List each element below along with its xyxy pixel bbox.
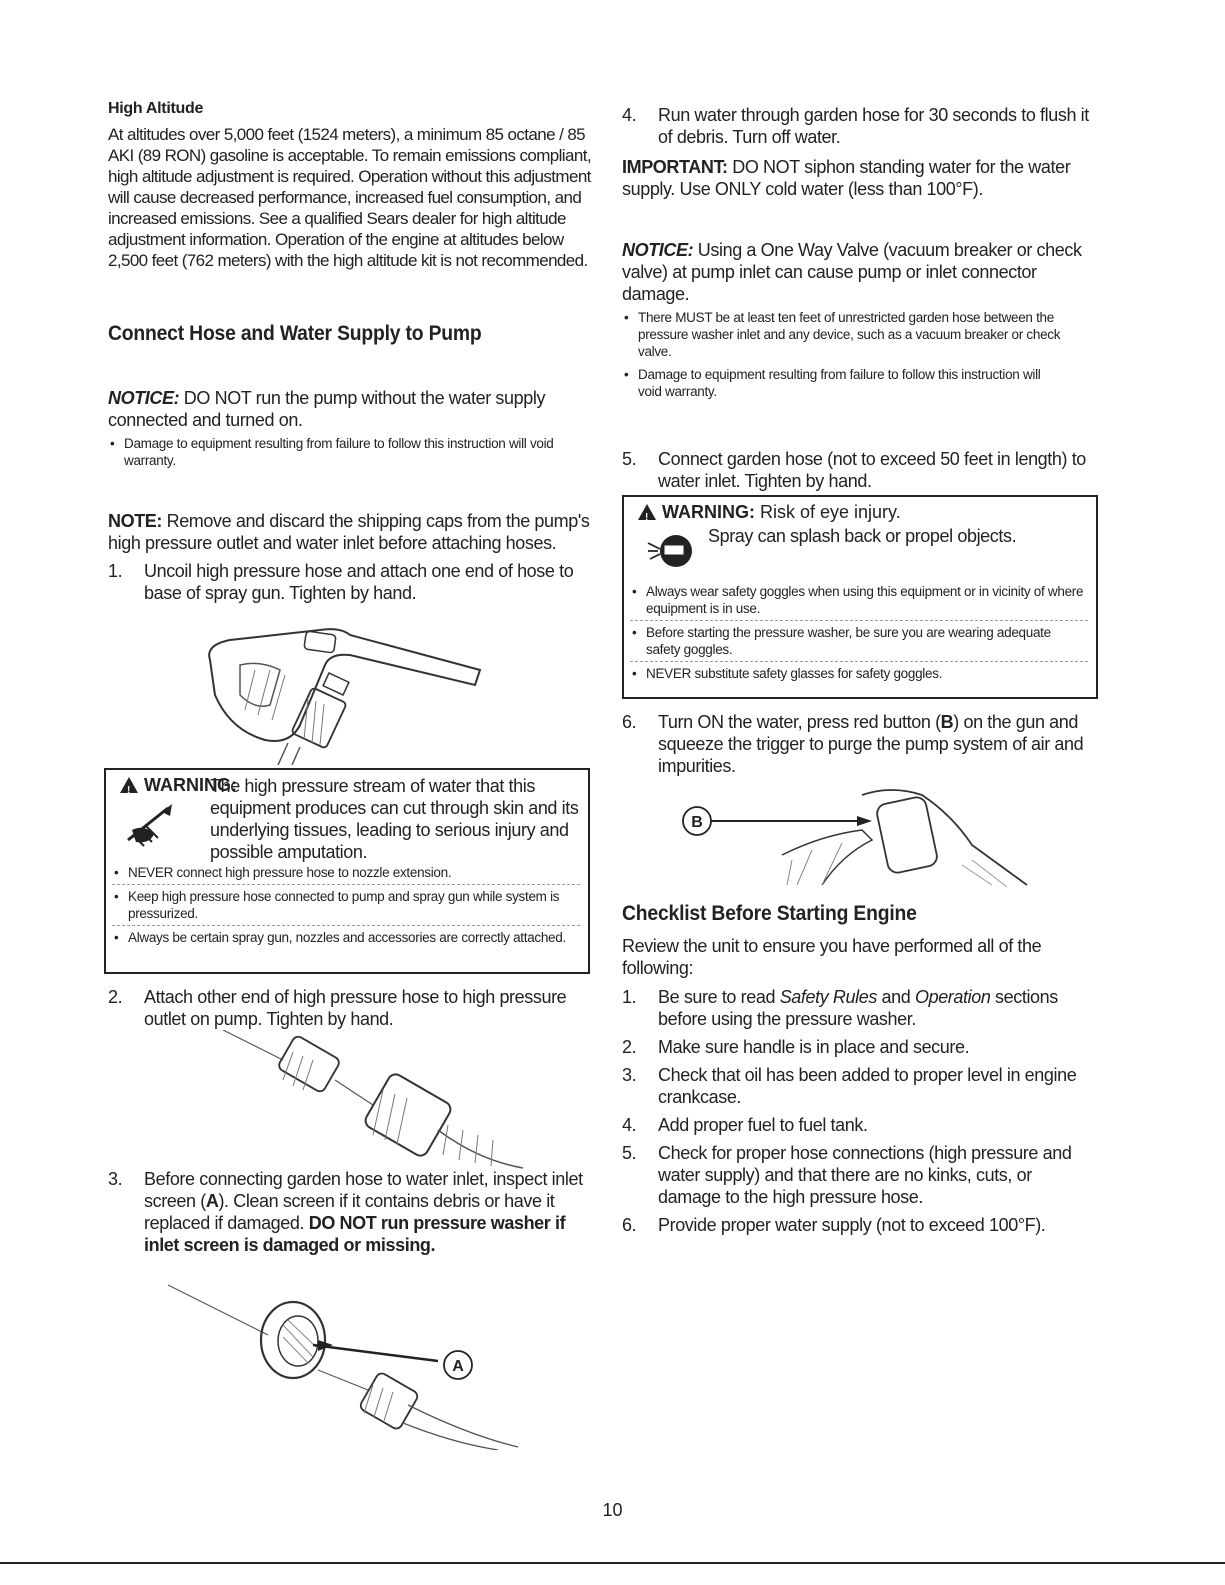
warning-bullet-2: • Keep high pressure hose connected to pump and spray gun while system is pressurized. xyxy=(112,888,580,922)
valve-notice-bullet-2: • Damage to equipment resulting from failure to follow this instruction will void warranty. xyxy=(622,366,1062,400)
important-note xyxy=(622,156,1092,200)
important-text: DO NOT siphon standing water for the water supply. Use ONLY cold water (less than 100°F). xyxy=(622,157,1071,199)
step-3-text-part: ). Clean screen if it contains debris or have it replaced if damaged. xyxy=(144,1191,555,1233)
warning-label: WARNING: xyxy=(144,775,237,795)
checklist-item-text xyxy=(658,986,1098,1030)
step-3-letter: A xyxy=(205,1191,219,1211)
checklist-item-number: 1. xyxy=(622,987,637,1007)
checklist-item-number: 5. xyxy=(622,1143,637,1163)
important-label: IMPORTANT: xyxy=(622,157,728,177)
step-2-text: Attach other end of high pressure hose to high pressure outlet on pump. Tighten by hand. xyxy=(144,987,567,1029)
warning-bullets xyxy=(112,864,580,946)
checklist-intro: Review the unit to ensure you have performed all of the following: xyxy=(622,936,1042,978)
step-5-text: Connect garden hose (not to exceed 50 feet in length) to water inlet. Tighten by hand. xyxy=(658,449,1086,491)
divider xyxy=(112,884,580,885)
connect-hose-heading: Connect Hose and Water Supply to Pump xyxy=(108,322,482,345)
valve-notice-bullets xyxy=(622,309,1062,400)
divider xyxy=(112,925,580,926)
checklist-item-text: Add proper fuel to fuel tank. xyxy=(658,1115,868,1135)
eye-injury-warning-box xyxy=(622,495,1098,699)
warning-triangle-icon xyxy=(120,777,138,793)
spray-gun-illustration xyxy=(200,615,500,765)
notice-label: NOTICE: xyxy=(108,388,180,408)
checklist-item-text: Check for proper hose connections (high pressure and water supply) and that there are no kinks, cuts, or damage to the high pressure hose. xyxy=(658,1143,1072,1207)
eye-warning-bullet-3: • NEVER substitute safety glasses for safety goggles. xyxy=(630,665,1088,682)
warning-text: The high pressure stream of water that this equipment produces can cut through skin and its underlying tissues, leading to serious injury and possible amputation. xyxy=(210,776,579,862)
divider xyxy=(630,620,1088,621)
warning-bullet-3: • Always be certain spray gun, nozzles and accessories are correctly attached. xyxy=(112,929,580,946)
warning-triangle-icon xyxy=(638,504,656,520)
step-3-bold-text: DO NOT run pressure washer if inlet screen is damaged or missing. xyxy=(144,1213,566,1255)
notice-text: DO NOT run the pump without the water supply connected and turned on. xyxy=(108,388,546,430)
skin-injection-icon xyxy=(124,800,176,852)
callout-b-label: B xyxy=(691,814,703,831)
checklist-heading: Checklist Before Starting Engine xyxy=(622,902,917,925)
warning-text-1: Risk of eye injury. xyxy=(755,502,901,522)
step-6-number: 6. xyxy=(622,712,637,732)
checklist-item-number: 3. xyxy=(622,1065,637,1085)
step-1-text: Uncoil high pressure hose and attach one end of hose to base of spray gun. Tighten by hand. xyxy=(144,561,574,603)
step-6-text xyxy=(658,711,1102,777)
notice-label: NOTICE: xyxy=(622,240,694,260)
notice-text: Using a One Way Valve (vacuum breaker or check valve) at pump inlet can cause pump or inlet connector damage. xyxy=(622,240,1082,304)
checklist-item-number: 4. xyxy=(622,1115,637,1135)
gun-button-b-illustration xyxy=(672,785,1052,895)
step-3-number: 3. xyxy=(108,1169,123,1189)
text-part: Be sure to read xyxy=(658,987,780,1007)
warning-text-2: Spray can splash back or propel objects. xyxy=(708,526,1017,546)
step-6-text-part: Turn ON the water, press red button ( xyxy=(658,712,941,732)
checklist-item-number: 6. xyxy=(622,1215,637,1235)
step-5-number: 5. xyxy=(622,449,637,469)
inlet-screen-illustration xyxy=(168,1275,588,1450)
checklist-item-number: 2. xyxy=(622,1037,637,1057)
checklist-item-text: Make sure handle is in place and secure. xyxy=(658,1037,970,1057)
text-part: sections before using the pressure washer. xyxy=(658,987,1058,1029)
step-6-letter: B xyxy=(940,712,954,732)
text-part: and xyxy=(876,987,915,1007)
page-number: 10 xyxy=(602,1500,623,1520)
eye-warning-bullet-1: • Always wear safety goggles when using this equipment or in vicinity of where equipment is in use. xyxy=(630,583,1088,617)
eye-protection-icon xyxy=(646,529,696,573)
italic-reference: Operation xyxy=(914,987,991,1007)
note-label: NOTE: xyxy=(108,511,162,531)
step-4-text: Run water through garden hose for 30 seconds to flush it of debris. Turn off water. xyxy=(658,105,1089,147)
callout-a-label: A xyxy=(452,1358,464,1375)
high-pressure-warning-box xyxy=(104,768,590,974)
connect-note xyxy=(108,510,590,554)
step-3-text-part: Before connecting garden hose to water inlet, inspect inlet screen ( xyxy=(144,1169,583,1211)
italic-reference: Safety Rules xyxy=(779,987,877,1007)
valve-notice-bullet-1: • There MUST be at least ten feet of unrestricted garden hose between the pressure washer inlet and any device, such as a vacuum breaker or check valve. xyxy=(622,309,1062,360)
connect-notice-bullet: • Damage to equipment resulting from failure to follow this instruction will void warranty. xyxy=(108,435,564,469)
checklist-item-text: Provide proper water supply (not to exceed 100°F). xyxy=(658,1215,1046,1235)
checklist-item-text: Check that oil has been added to proper level in engine crankcase. xyxy=(658,1065,1077,1107)
high-altitude-heading: High Altitude xyxy=(108,100,204,117)
left-column xyxy=(108,0,591,1375)
note-text: Remove and discard the shipping caps from the pump's high pressure outlet and water inlet before attaching hoses. xyxy=(108,511,590,553)
pump-outlet-hose-illustration xyxy=(223,1030,533,1170)
high-altitude-body: At altitudes over 5,000 feet (1524 meters), a minimum 85 octane / 85 AKI (89 RON) gasoline is acceptable. To remain emissions compliant, high altitude adjustment is required. Operation without this adjustment will cause decreased performance, increased fuel consumption, and increased emissions. See a qualified Sears dealer for high altitude adjustment information. Operation of the engine at altitudes below 2,500 feet (762 meters) with the high altitude kit is not recommended. xyxy=(108,125,591,270)
page-bottom-rule xyxy=(0,1562,1225,1564)
valve-notice xyxy=(622,239,1094,305)
warning-bullet-1: • NEVER connect high pressure hose to nozzle extension. xyxy=(112,864,580,881)
divider xyxy=(630,661,1088,662)
warning-title-line xyxy=(638,501,1088,523)
step-3-text xyxy=(144,1168,592,1256)
step-4-number: 4. xyxy=(622,105,637,125)
connect-notice xyxy=(108,387,578,431)
step-6-text-part: ) on the gun and squeeze the trigger to purge the pump system of air and impurities. xyxy=(658,712,1084,776)
step-2-number: 2. xyxy=(108,987,123,1007)
eye-warning-bullets xyxy=(630,583,1088,682)
step-1-number: 1. xyxy=(108,561,123,581)
warning-label: WARNING: xyxy=(662,502,755,522)
eye-warning-bullet-2: • Before starting the pressure washer, be sure you are wearing adequate safety goggles. xyxy=(630,624,1088,658)
